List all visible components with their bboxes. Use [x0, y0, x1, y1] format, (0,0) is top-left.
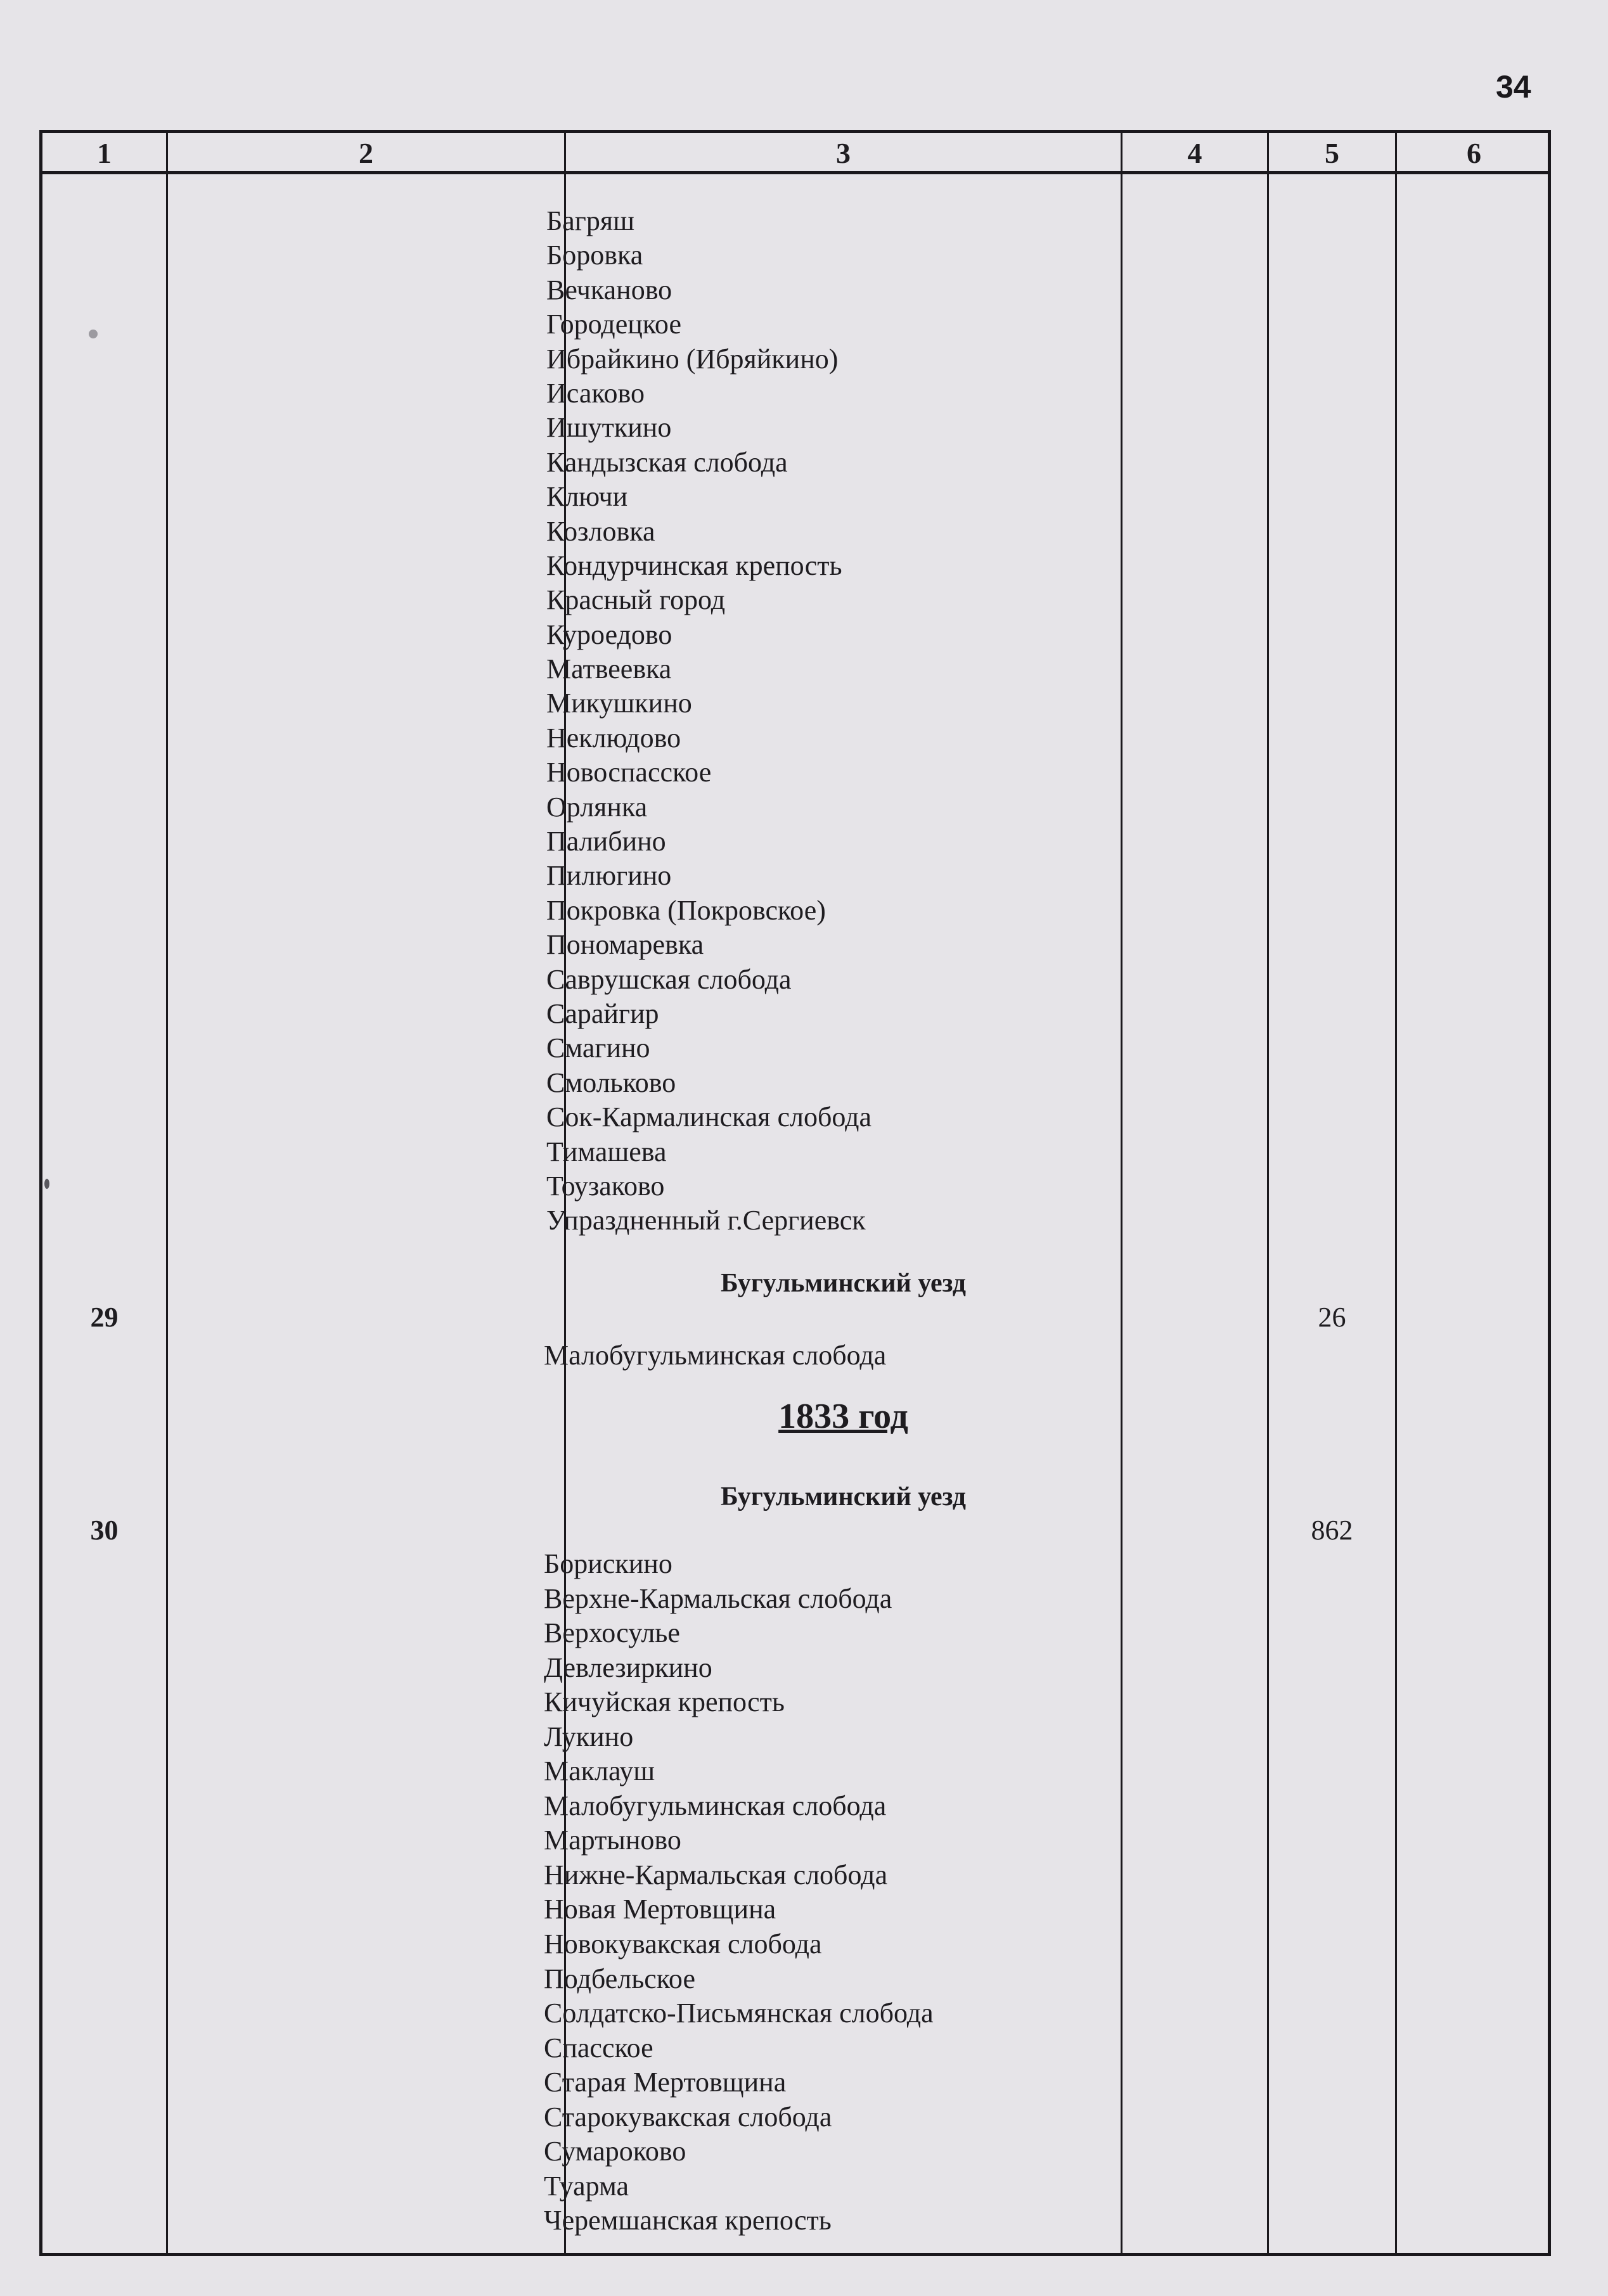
column-header-2: 2: [359, 137, 373, 169]
village-name: Старокувакская слобода: [544, 2101, 832, 2132]
village-list-block-1: [546, 204, 872, 1238]
column-header-3: 3: [836, 137, 851, 169]
data-table: [39, 130, 1551, 2256]
village-name: Смагино: [546, 1032, 650, 1064]
column-divider: [1395, 133, 1397, 2253]
village-name: Солдатско-Письмянская слобода: [544, 1998, 934, 2029]
village-name: Сумароково: [544, 2136, 686, 2167]
village-name: Кандызская слобода: [546, 446, 788, 478]
village-name: Микушкино: [546, 688, 692, 719]
village-name: Смольково: [546, 1067, 676, 1098]
header-divider: [42, 171, 1548, 174]
village-name: Мартыново: [544, 1825, 681, 1856]
column-header-1: 1: [97, 137, 112, 169]
village-name: Борискино: [544, 1548, 672, 1579]
column-divider: [1267, 133, 1269, 2253]
village-name: Сарайгир: [546, 997, 659, 1029]
village-name: Кондурчинская крепость: [546, 549, 842, 581]
count-value: 26: [1318, 1302, 1346, 1333]
paper-speck: [44, 1179, 49, 1189]
village-name: Орлянка: [546, 791, 648, 823]
village-name: Лукино: [544, 1721, 634, 1752]
village-name: Кичуйская крепость: [544, 1686, 785, 1718]
village-name: Маклауш: [544, 1755, 655, 1787]
village-name: Красный город: [546, 584, 726, 616]
row-number: 29: [90, 1302, 119, 1333]
village-name: Малобугульминская слобода: [544, 1340, 887, 1371]
column-header-6: 6: [1467, 137, 1481, 169]
column-divider: [166, 133, 168, 2253]
village-name: Ключи: [546, 481, 628, 513]
year-heading: 1833 год: [778, 1397, 908, 1436]
village-name: Верхосулье: [544, 1617, 680, 1649]
village-name: Девлезиркино: [544, 1651, 712, 1683]
village-name: Неклюдово: [546, 722, 681, 754]
village-name: Покровка (Покровское): [546, 894, 826, 926]
village-name: Новокувакская слобода: [544, 1928, 822, 1960]
village-name: Матвеевка: [546, 653, 672, 685]
village-name: Саврушская слобода: [546, 963, 792, 995]
column-header-4: 4: [1187, 137, 1202, 169]
paper-speck: [89, 330, 98, 338]
page-number: 34: [1496, 69, 1531, 105]
village-name: Ибрайкино (Ибряйкино): [546, 343, 839, 375]
village-name: Новая Мертовщина: [544, 1894, 776, 1925]
district-heading: Бугульминский уезд: [721, 1482, 966, 1511]
column-divider: [1121, 133, 1122, 2253]
column-header-5: 5: [1325, 137, 1339, 169]
village-name: Тоузаково: [546, 1170, 665, 1202]
village-name: Боровка: [546, 240, 643, 271]
district-heading: Бугульминский уезд: [721, 1269, 966, 1298]
count-value: 862: [1311, 1515, 1353, 1546]
village-name: Козловка: [546, 515, 655, 547]
village-name: Тимашева: [546, 1136, 667, 1167]
village-name: Вечканово: [546, 274, 672, 305]
village-name: Новоспасское: [546, 757, 712, 788]
village-name: Верхне-Кармальская слобода: [544, 1582, 892, 1614]
village-name: Ишуткино: [546, 412, 672, 444]
village-name: Пилюгино: [546, 860, 672, 892]
village-name: Пономаревка: [546, 929, 704, 961]
village-name: Спасское: [544, 2032, 653, 2063]
village-name: Багряш: [546, 205, 634, 236]
village-name: Туарма: [544, 2170, 629, 2202]
village-name: Сок-Кармалинская слобода: [546, 1101, 872, 1133]
village-list-block-2: [544, 1547, 934, 2238]
row-number: 30: [90, 1515, 119, 1546]
village-name: Нижне-Кармальская слобода: [544, 1859, 888, 1890]
village-name: Старая Мертовщина: [544, 2067, 787, 2098]
village-name: Палибино: [546, 826, 666, 857]
village-name: Малобугульминская слобода: [544, 1790, 887, 1821]
village-name: Городецкое: [546, 309, 681, 340]
village-name: Черемшанская крепость: [544, 2205, 832, 2236]
village-name: Упраздненный г.Сергиевск: [546, 1205, 866, 1236]
village-name: Подбельское: [544, 1963, 695, 1994]
village-name: Исаково: [546, 377, 645, 409]
village-name: Куроедово: [546, 619, 672, 650]
